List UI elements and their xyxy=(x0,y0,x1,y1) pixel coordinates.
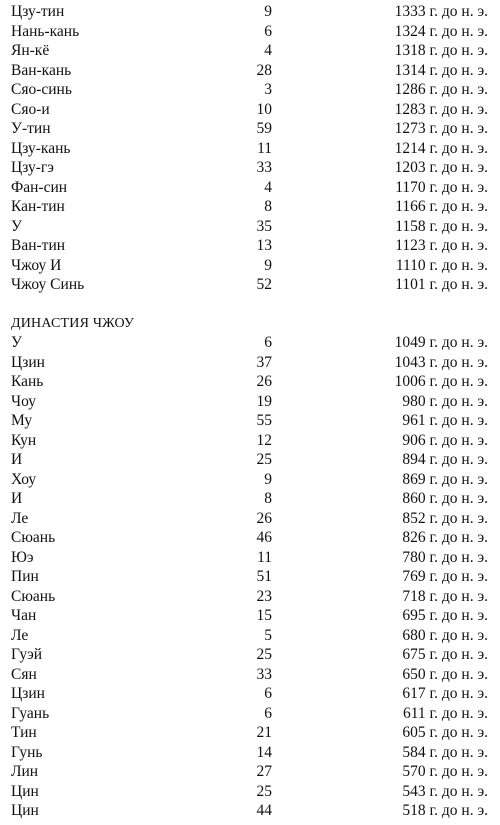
ruler-row xyxy=(0,743,500,763)
ruler-name: Ле xyxy=(11,509,29,527)
reign-start-date: 1043 г. до н. э. xyxy=(394,353,488,371)
reign-years: 9 xyxy=(264,3,272,20)
ruler-row xyxy=(0,217,500,237)
ruler-name: Сян xyxy=(11,665,37,683)
reign-start-date: 1123 г. до н. э. xyxy=(395,237,488,254)
reign-years: 19 xyxy=(256,392,272,410)
ruler-row xyxy=(0,353,500,373)
ruler-row xyxy=(0,178,500,198)
ruler-name: Чоу xyxy=(11,392,36,410)
reign-years: 51 xyxy=(256,568,272,585)
reign-years: 26 xyxy=(256,509,272,527)
ruler-name: Хоу xyxy=(11,470,37,488)
ruler-row xyxy=(0,684,500,704)
ruler-row xyxy=(0,431,500,451)
ruler-name: Чан xyxy=(11,607,37,624)
reign-start-date: 1110 г. до н. э. xyxy=(395,256,488,274)
reign-start-date: 1286 г. до н. э. xyxy=(394,81,488,98)
ruler-name: Сюань xyxy=(11,529,56,546)
ruler-name: Сюань xyxy=(11,587,56,605)
reign-years: 6 xyxy=(264,704,272,722)
ruler-name: Гуань xyxy=(11,704,50,722)
ruler-row xyxy=(0,509,500,529)
reign-years: 4 xyxy=(264,178,272,196)
ruler-row xyxy=(0,275,500,295)
ruler-row xyxy=(0,139,500,159)
ruler-row xyxy=(0,606,500,626)
ruler-row xyxy=(0,236,500,256)
reign-start-date: 695 г. до н. э. xyxy=(402,607,488,624)
reign-years: 15 xyxy=(256,607,272,624)
reign-years: 6 xyxy=(264,685,272,702)
ruler-name: Цин xyxy=(11,782,39,800)
reign-start-date: 852 г. до н. э. xyxy=(402,509,488,527)
reign-years: 28 xyxy=(256,61,272,79)
reign-start-date: 650 г. до н. э. xyxy=(402,665,488,683)
ruler-name: Кун xyxy=(11,431,37,449)
reign-years: 35 xyxy=(256,217,272,235)
reign-years: 8 xyxy=(264,198,272,215)
reign-years: 11 xyxy=(257,548,272,566)
ruler-name: Чжоу Синь xyxy=(11,276,85,293)
reign-start-date: 906 г. до н. э. xyxy=(402,431,488,449)
reign-start-date: 826 г. до н. э. xyxy=(402,529,488,546)
reign-start-date: 1314 г. до н. э. xyxy=(394,61,488,79)
ruler-row xyxy=(0,762,500,782)
reign-years: 33 xyxy=(256,665,272,683)
reign-start-date: 1214 г. до н. э. xyxy=(394,139,488,157)
ruler-row xyxy=(0,61,500,81)
reign-years: 25 xyxy=(256,451,272,468)
reign-start-date: 980 г. до н. э. xyxy=(402,392,488,410)
reign-start-date: 1166 г. до н. э. xyxy=(395,198,488,215)
ruler-name: Сяо-синь xyxy=(11,81,72,98)
reign-start-date: 1333 г. до н. э. xyxy=(394,3,488,20)
reign-years: 25 xyxy=(256,646,272,663)
ruler-row xyxy=(0,392,500,412)
reign-start-date: 1101 г. до н. э. xyxy=(395,276,488,293)
ruler-row xyxy=(0,2,500,22)
ruler-row xyxy=(0,665,500,685)
reign-start-date: 1203 г. до н. э. xyxy=(394,159,488,176)
reign-years: 37 xyxy=(256,353,272,371)
ruler-name: Цзу-кань xyxy=(11,139,71,157)
reign-years: 9 xyxy=(264,470,272,488)
ruler-name: Му xyxy=(11,412,33,429)
reign-start-date: 518 г. до н. э. xyxy=(402,802,488,819)
ruler-name: Ян-кё xyxy=(11,42,50,59)
ruler-name: Пин xyxy=(11,568,39,585)
ruler-name: Кань xyxy=(11,373,44,390)
ruler-row xyxy=(0,22,500,42)
ruler-name: Чжоу И xyxy=(11,256,62,274)
ruler-row xyxy=(0,450,500,470)
ruler-row xyxy=(0,801,500,821)
ruler-row xyxy=(0,704,500,724)
reign-years: 59 xyxy=(256,120,272,137)
reign-start-date: 1006 г. до н. э. xyxy=(394,373,488,390)
ruler-name: Фан-син xyxy=(11,178,68,196)
ruler-row xyxy=(0,411,500,431)
reign-start-date: 1170 г. до н. э. xyxy=(395,178,488,196)
ruler-name: Цин xyxy=(11,802,39,819)
reign-years: 11 xyxy=(257,139,272,157)
ruler-row xyxy=(0,489,500,509)
reign-start-date: 780 г. до н. э. xyxy=(402,548,488,566)
reign-start-date: 1049 г. до н. э. xyxy=(394,334,488,351)
reign-years: 9 xyxy=(264,256,272,274)
reign-years: 27 xyxy=(256,763,272,780)
reign-start-date: 1324 г. до н. э. xyxy=(394,22,488,40)
reign-start-date: 675 г. до н. э. xyxy=(402,646,488,663)
ruler-name: Гуэй xyxy=(11,646,43,663)
reign-start-date: 1318 г. до н. э. xyxy=(394,42,488,59)
ruler-row xyxy=(0,80,500,100)
ruler-name: У xyxy=(11,217,22,235)
ruler-name: Цзин xyxy=(11,685,45,702)
ruler-row xyxy=(0,626,500,646)
ruler-name: Нань-кань xyxy=(11,22,80,40)
ruler-name: Цзин xyxy=(11,353,45,371)
reign-start-date: 894 г. до н. э. xyxy=(402,451,488,468)
reign-years: 25 xyxy=(256,782,272,800)
ruler-name: У xyxy=(11,334,22,351)
reign-start-date: 584 г. до н. э. xyxy=(402,743,488,761)
ruler-name: Цзу-гэ xyxy=(11,159,54,176)
reign-start-date: 869 г. до н. э. xyxy=(402,470,488,488)
reign-years: 4 xyxy=(264,42,272,59)
reign-years: 21 xyxy=(256,724,272,741)
ruler-row xyxy=(0,470,500,490)
reign-years: 46 xyxy=(256,529,272,546)
reign-start-date: 617 г. до н. э. xyxy=(402,685,488,702)
reign-start-date: 860 г. до н. э. xyxy=(402,490,488,507)
reign-years: 6 xyxy=(264,22,272,40)
reign-years: 3 xyxy=(264,81,272,98)
reign-years: 10 xyxy=(256,100,272,118)
zhou-dynasty-heading: ДИНАСТИЯ ЧЖОУ xyxy=(11,316,135,331)
ruler-name: Кан-тин xyxy=(11,198,65,215)
reign-years: 14 xyxy=(256,743,272,761)
ruler-row xyxy=(0,528,500,548)
ruler-name: Цзу-тин xyxy=(11,3,65,20)
ruler-row xyxy=(0,587,500,607)
reign-years: 6 xyxy=(264,334,272,351)
ruler-name: Ван-тин xyxy=(11,237,66,254)
ruler-name: Лин xyxy=(11,763,39,780)
ruler-row xyxy=(0,372,500,392)
reign-years: 23 xyxy=(256,587,272,605)
ruler-name: Тин xyxy=(11,724,37,741)
ruler-name: И xyxy=(11,490,23,507)
ruler-row xyxy=(0,723,500,743)
reign-years: 52 xyxy=(256,276,272,293)
ruler-row xyxy=(0,41,500,61)
reign-start-date: 1283 г. до н. э. xyxy=(394,100,488,118)
ruler-row xyxy=(0,256,500,276)
reign-start-date: 605 г. до н. э. xyxy=(402,724,488,741)
ruler-name: Ле xyxy=(11,626,29,644)
ruler-name: И xyxy=(11,451,23,468)
reign-years: 55 xyxy=(256,412,272,429)
reign-start-date: 570 г. до н. э. xyxy=(402,763,488,780)
reign-start-date: 1273 г. до н. э. xyxy=(394,120,488,137)
reign-start-date: 543 г. до н. э. xyxy=(402,782,488,800)
reign-years: 5 xyxy=(264,626,272,644)
ruler-row xyxy=(0,158,500,178)
ruler-row xyxy=(0,100,500,120)
ruler-name: Сяо-и xyxy=(11,100,50,118)
ruler-row xyxy=(0,782,500,802)
reign-years: 13 xyxy=(256,237,272,254)
reign-years: 8 xyxy=(264,490,272,507)
ruler-row xyxy=(0,333,500,353)
ruler-row xyxy=(0,645,500,665)
reign-start-date: 718 г. до н. э. xyxy=(402,587,488,605)
ruler-row xyxy=(0,197,500,217)
reign-start-date: 961 г. до н. э. xyxy=(402,412,488,429)
reign-years: 12 xyxy=(256,431,272,449)
reign-years: 33 xyxy=(256,159,272,176)
ruler-name: Ван-кань xyxy=(11,61,72,79)
ruler-name: У-тин xyxy=(11,120,51,137)
ruler-row xyxy=(0,548,500,568)
ruler-name: Юэ xyxy=(11,548,34,566)
reign-start-date: 611 г. до н. э. xyxy=(403,704,488,722)
ruler-row xyxy=(0,119,500,139)
reign-start-date: 1158 г. до н. э. xyxy=(395,217,488,235)
reign-start-date: 769 г. до н. э. xyxy=(402,568,488,585)
ruler-name: Гунь xyxy=(11,743,43,761)
reign-start-date: 680 г. до н. э. xyxy=(402,626,488,644)
reign-years: 44 xyxy=(256,802,272,819)
reign-years: 26 xyxy=(256,373,272,390)
ruler-row xyxy=(0,567,500,587)
